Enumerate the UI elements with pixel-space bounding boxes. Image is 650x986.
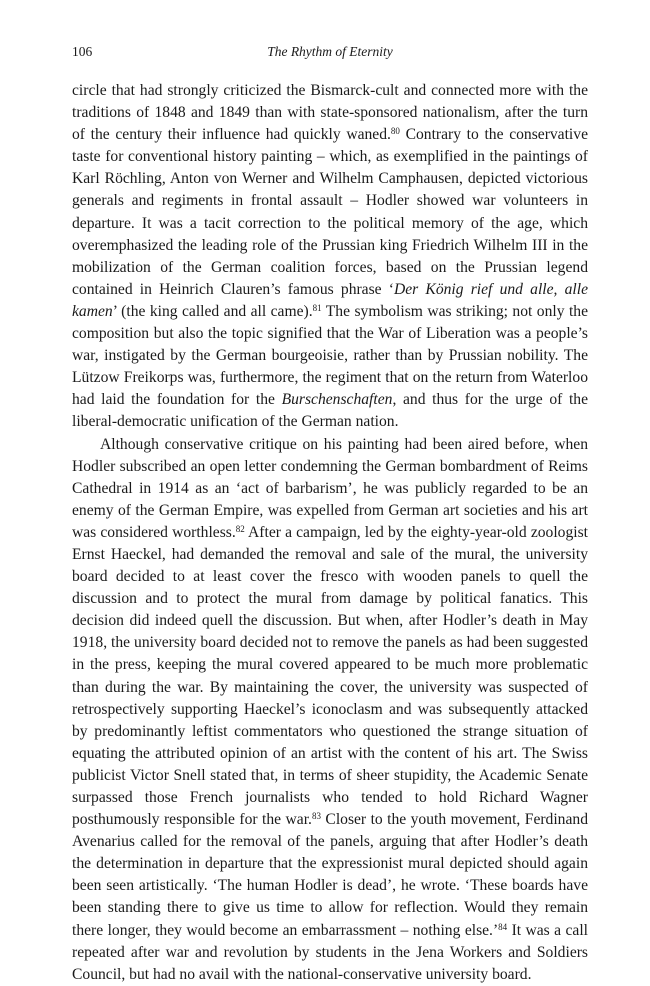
- text-segment: It was a call repeated after war and revolution by students in the Jena Workers and Soldiers Council, but had no avail with the national-conservative university board.: [72, 921, 588, 983]
- footnote-marker: 83: [311, 811, 321, 822]
- italic-term: Burschenschaften: [281, 391, 393, 409]
- paragraph-2: [72, 434, 588, 986]
- text-segment: Closer to the youth movement, Ferdinand Avenarius called for the removal of the panels, arguing that after Hodler’s death the determination in departure that the expressionist mural depicted should again been seen artistically. ‘The human Hodler is dead’, he wrote. ‘These boards have been standing there to give us time to allow for reflection. Would they remain there longer, they would become an embarrassment – nothing else.’: [72, 811, 588, 939]
- body-text: [72, 80, 588, 986]
- text-segment: Contrary to the conservative taste for conventional history painting – which, as exemplified in the paintings of Karl Röchling, Anton von Werner and Wilhelm Camphausen, depicted victorious generals and regiments in frontal assault – Hodler showed war volunteers in departure. It was a tacit correction to the political memory of the age, which overemphasized the leading role of the Prussian king Friedrich Wilhelm III in the mobilization of the German coalition forces, based on the Prussian legend contained in Heinrich Clauren’s famous phrase ‘: [72, 126, 588, 298]
- text-segment: After a campaign, led by the eighty-year-old zoologist Ernst Haeckel, had demanded the removal and sale of the mural, the university board decided to at least cover the fresco with wooden panels to quell the discussion and to protect the mural from damage by political fanatics. This decision did indeed quell the discussion. But when, after Hodler’s death in May 1918, the university board decided not to remove the panels as had been suggested in the press, keeping the mural covered appeared to be much more problematic than during the war. By maintaining the cover, the university was suspected of retrospectively supporting Haeckel’s iconoclasm and was subsequently attacked by predominantly leftist commentators who questioned the strange situation of equating the attributed opinion of an artist with the content of his art. The Swiss publicist Victor Snell stated that, in terms of sheer stupidity, the Academic Senate surpassed those French journalists who tended to hold Richard Wagner posthumously responsible for the war.: [72, 523, 589, 829]
- text-segment: , and thus for the urge of the liberal-democratic unification of the German nation.: [72, 391, 588, 431]
- italic-phrase: Der König rief und alle, alle kamen: [72, 280, 588, 320]
- text-segment: The symbolism was striking; not only the composition but also the topic signified that the War of Liberation was a people’s war, instigated by the German bourgeoisie, rather than by Prussian nobility. The Lützow Freikorps was, furthermore, the regiment that on the return from Waterloo had laid the foundation for the: [72, 302, 589, 409]
- page-header: [72, 44, 588, 62]
- text-segment: circle that had strongly criticized the Bismarck-cult and connected more with the traditions of 1848 and 1849 than with state-sponsored nationalism, after the turn of the century their influence had quickly waned.: [72, 82, 588, 144]
- page-number: 106: [72, 44, 93, 59]
- paragraph-1: [72, 80, 588, 434]
- running-title: The Rhythm of Eternity: [267, 44, 393, 59]
- footnote-marker: 80: [390, 126, 400, 137]
- footnote-marker: 84: [498, 921, 508, 932]
- text-segment: Although conservative critique on his painting had been aired before, when Hodler subscribed an open letter condemning the German bombardment of Reims Cathedral in 1914 as an ‘act of barbarism’, he was publicly regarded to be an enemy of the German Empire, was expelled from German art societies and his art was considered worthless.: [72, 435, 588, 541]
- text-segment: ’ (the king called and all came).: [112, 302, 313, 320]
- footnote-marker: 81: [312, 303, 322, 313]
- footnote-marker: 82: [235, 523, 245, 534]
